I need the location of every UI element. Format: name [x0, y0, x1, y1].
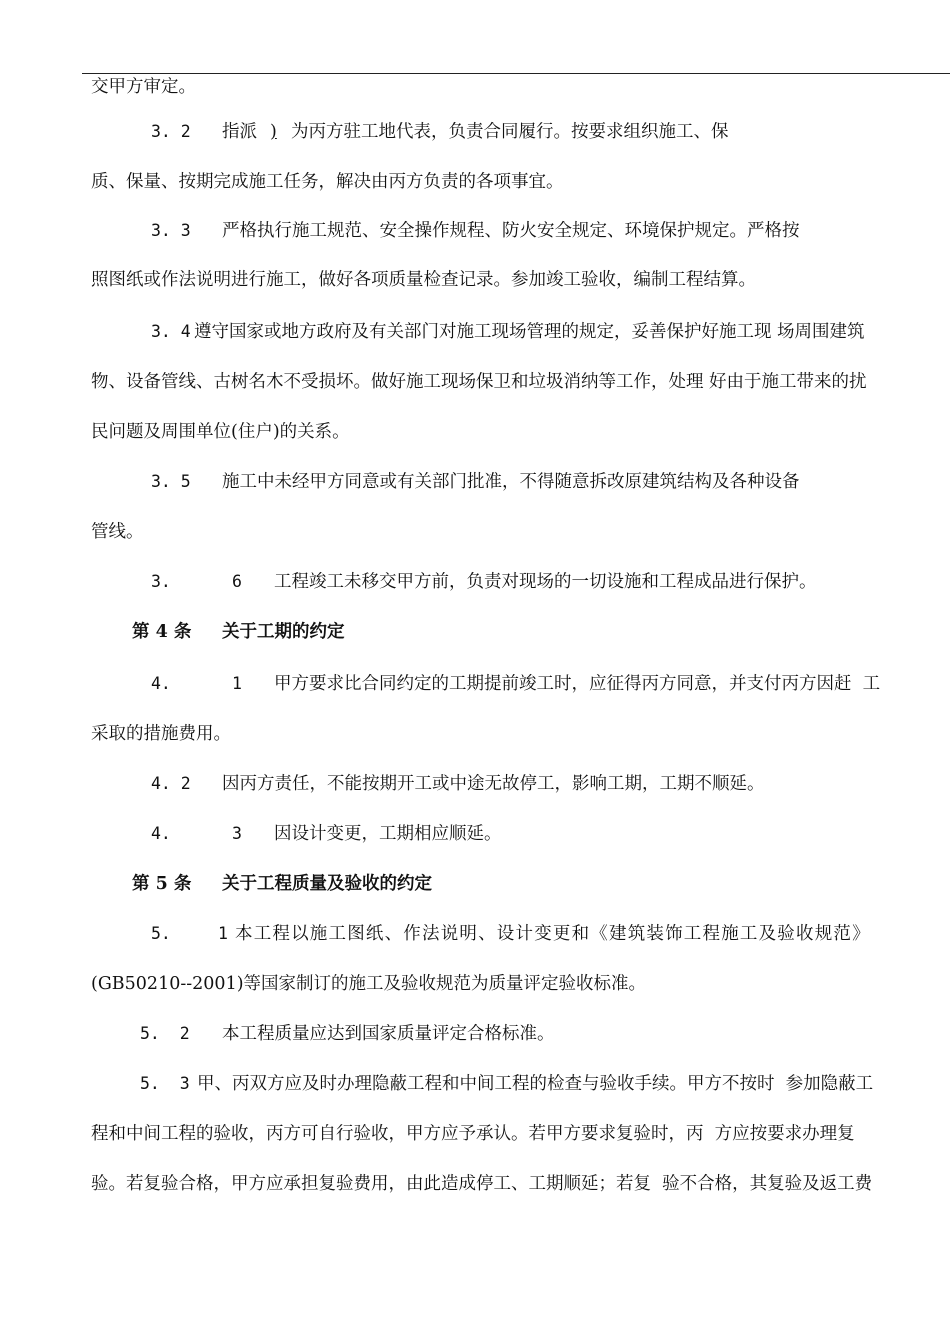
clause-number: 5.: [151, 924, 171, 943]
text-line: 交甲方审定。: [91, 77, 196, 97]
clause-number: 1: [232, 674, 242, 693]
text-line: 指派: [222, 122, 257, 142]
article-heading-title: 关于工程质量及验收的约定: [222, 874, 432, 894]
text-line: 甲、丙双方应及时办理隐蔽工程和中间工程的检查与验收手续。甲方不按时 参加隐蔽工: [197, 1074, 874, 1094]
article-heading-number: 第 4 条: [132, 622, 192, 642]
text-line: 质、保量、按期完成施工任务，解决由丙方负责的各项事宜。: [91, 172, 564, 192]
clause-number: 6: [232, 572, 242, 591]
text-line: 采取的措施费用。: [91, 724, 231, 744]
clause-number: 3. 5: [151, 472, 191, 491]
clause-number: 1: [218, 924, 228, 943]
text-line: 工程竣工未移交甲方前，负责对现场的一切设施和工程成品进行保护。: [274, 572, 817, 592]
text-line: 验。若复验合格，甲方应承担复验费用，由此造成停工、工期顺延；若复 验不合格，其复验及返工费: [91, 1174, 873, 1194]
text-line: 照图纸或作法说明进行施工，做好各项质量检查记录。参加竣工验收，编制工程结算。: [91, 270, 756, 290]
text-line: 严格执行施工规范、安全操作规程、防火安全规定、环境保护规定。严格按: [222, 221, 800, 241]
clause-number: 3. 4: [151, 322, 191, 341]
text-line: 管线。: [91, 522, 144, 542]
clause-number: 3.: [151, 572, 171, 591]
text-line: 因丙方责任，不能按期开工或中途无故停工，影响工期，工期不顺延。: [222, 774, 765, 794]
text-line: 物、设备管线、古树名木不受损坏。做好施工现场保卫和垃圾消纳等工作，处理 好由于施工带来的扰: [91, 372, 867, 392]
text-line: (GB50210--2001)等国家制订的施工及验收规范为质量评定验收标准。: [91, 974, 647, 994]
text-line: 为丙方驻工地代表，负责合同履行。按要求组织施工、保: [291, 122, 729, 142]
article-heading-title: 关于工期的约定: [222, 622, 345, 642]
text-line: 遵守国家或地方政府及有关部门对施工现场管理的规定，妥善保护好施工现 场周围建筑: [194, 322, 865, 342]
clause-number: 3: [232, 824, 242, 843]
text-line: 本工程以施工图纸、作法说明、设计变更和《建筑装饰工程施工及验收规范》: [235, 924, 871, 944]
clause-number: 4.: [151, 674, 171, 693]
clause-number: 5. 3: [140, 1074, 190, 1093]
clause-number: 3. 2: [151, 122, 191, 141]
text-line: 本工程质量应达到国家质量评定合格标准。: [222, 1024, 555, 1044]
header-rule: [82, 73, 950, 74]
blank-field: ): [270, 122, 277, 142]
clause-number: 3. 3: [151, 221, 191, 240]
clause-number: 4.: [151, 824, 171, 843]
text-line: 民问题及周围单位(住户)的关系。: [91, 422, 350, 442]
text-line: 程和中间工程的验收，丙方可自行验收，甲方应予承认。若甲方要求复验时，丙 方应按要求办理复: [91, 1124, 855, 1144]
article-heading-number: 第 5 条: [132, 874, 192, 894]
clause-number: 5. 2: [140, 1024, 190, 1043]
text-line: 因设计变更，工期相应顺延。: [274, 824, 502, 844]
clause-number: 4. 2: [151, 774, 191, 793]
text-line: 甲方要求比合同约定的工期提前竣工时，应征得丙方同意，并支付丙方因赶 工: [274, 674, 881, 694]
text-line: 施工中未经甲方同意或有关部门批准，不得随意拆改原建筑结构及各种设备: [222, 472, 800, 492]
